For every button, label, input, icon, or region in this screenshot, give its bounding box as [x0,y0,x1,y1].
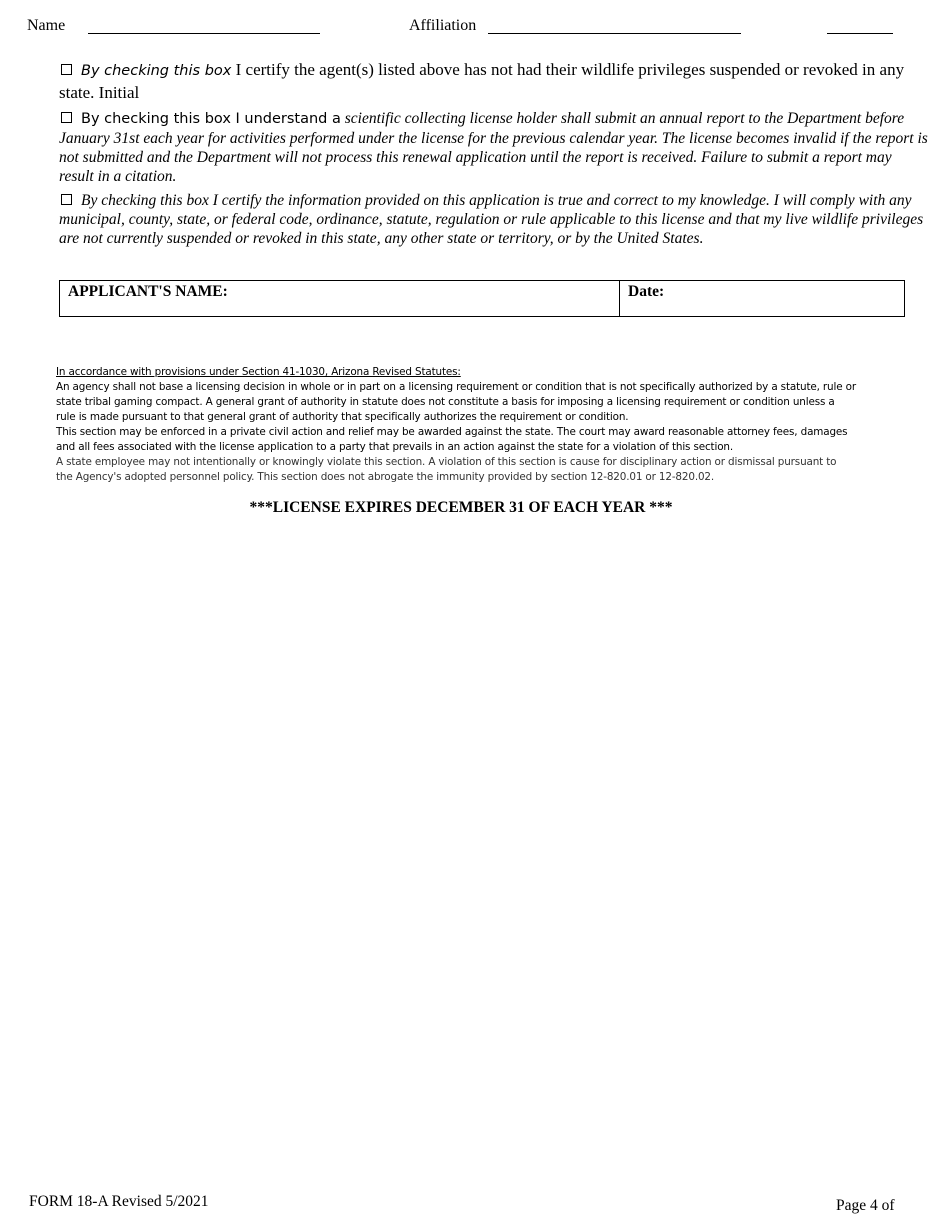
certification-3-checkbox[interactable] [61,194,72,205]
form-id: FORM 18-A Revised 5/2021 [29,1193,209,1210]
affiliation-field[interactable] [488,33,741,34]
certification-2-text: scientific collecting license holder shall submit an annual report to the Department before January 31st each year for activities performed under the license for the previous calendar year. The license becomes invalid if the report is not submitted and the Department will not process this renewal application until the report is received. Failure to submit a report may result in a citation. [59,110,928,185]
certification-2 [59,109,929,186]
applicant-name-label: APPLICANT'S NAME: [68,283,228,300]
legal-paragraph-2: This section may be enforced in a private civil action and relief may be awarded against the state. The court may award reasonable attorney fees, damages and all fees associated with the license application to a party that prevails in an action against the state for a violation of this section. [56,426,848,453]
legal-notice [56,365,856,485]
legal-heading: In accordance with provisions under Section 41-1030, Arizona Revised Statutes: [56,366,461,378]
certification-1-text: I certify the agent(s) listed above has not had their wildlife privileges suspended or revoked in any state. Initial [59,60,905,102]
legal-paragraph-3: A state employee may not intentionally or knowingly violate this section. A violation of this section is cause for disciplinary action or dismissal pursuant to the Agency's adopted personnel policy. This section does not abrogate the immunity provided by section 12-820.01 or 12-820.02. [56,456,837,483]
certification-2-checkbox[interactable] [61,112,72,123]
signature-table [59,280,905,317]
applicant-name-cell[interactable] [60,281,620,317]
certification-3-text: By checking this box I certify the information provided on this application is true and correct to my knowledge. I will comply with any municipal, county, state, or federal code, ordinance, statute, regulation or rule applicable to this license and that my live wildlife privileges are not currently suspended or revoked in this state, any other state or territory, or by the United States. [59,192,924,247]
certification-3 [59,191,929,248]
name-field[interactable] [88,33,320,34]
legal-paragraph-1: An agency shall not base a licensing decision in whole or in part on a licensing requirement or condition that is not specifically authorized by a statute, rule or state tribal gaming compact. A general grant of authority in statute does not constitute a basis for imposing a licensing requirement or condition unless a rule is made pursuant to that general grant of authority that specifically authorizes the requirement or condition. [56,381,856,423]
date-cell[interactable] [620,281,905,317]
page-number: Page 4 of [836,1197,895,1214]
date-label: Date: [628,283,665,300]
certification-1-lead: By checking this box [81,63,232,79]
extra-field[interactable] [827,33,893,34]
affiliation-label: Affiliation [409,17,477,34]
name-label: Name [27,17,66,34]
certification-1-checkbox[interactable] [61,64,72,75]
certification-2-lead: By checking this box I understand a [81,111,341,127]
license-expires-notice: ***LICENSE EXPIRES DECEMBER 31 OF EACH YEAR *** [249,499,673,516]
certification-1 [59,59,929,103]
